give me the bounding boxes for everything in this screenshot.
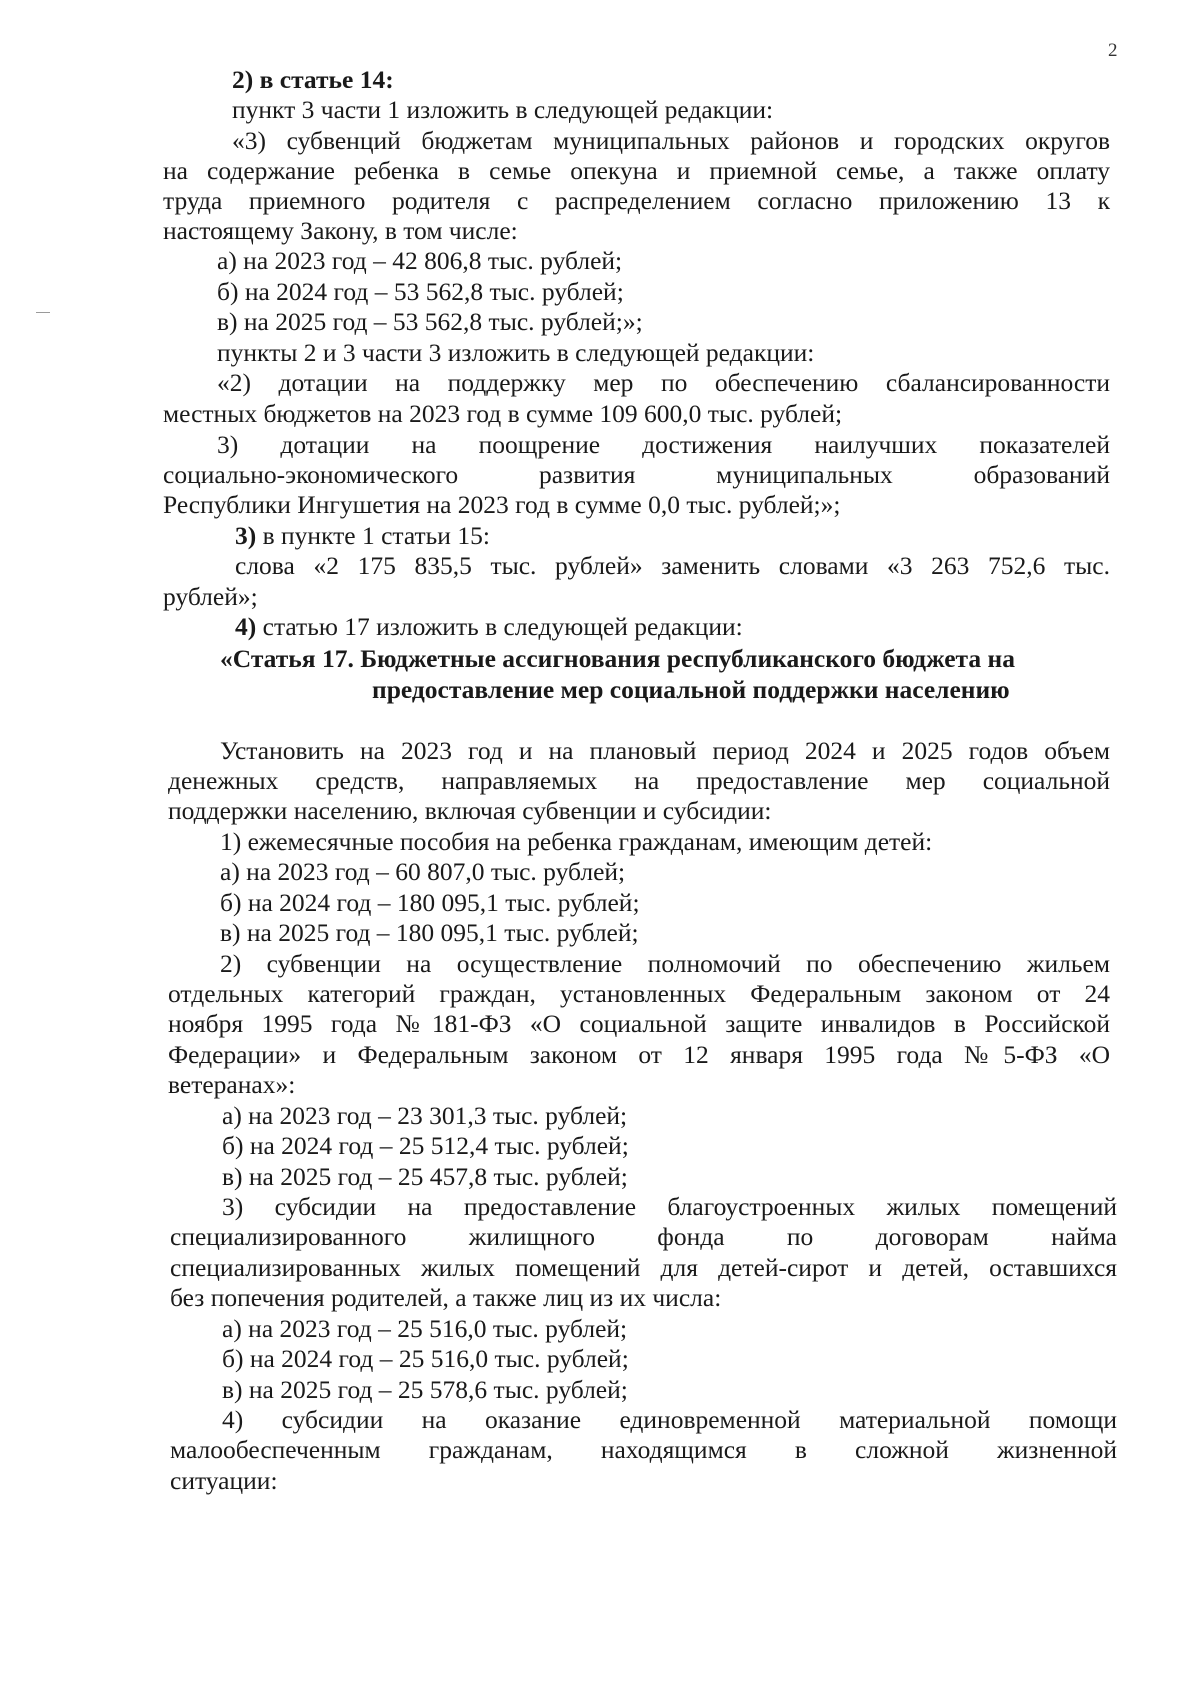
list-item: а) на 2023 год – 60 807,0 тыс. рублей; xyxy=(220,857,626,886)
text-line: 2) субвенции на осуществление полномочий по обеспечению жильем xyxy=(220,949,1110,978)
text-line: «3) субвенций бюджетам муниципальных районов и городских округов xyxy=(232,126,1110,155)
list-item: а) на 2023 год – 25 516,0 тыс. рублей; xyxy=(222,1314,628,1343)
text-line: ноября 1995 года №181-ФЗ «О социальной защите инвалидов в Российской xyxy=(168,1009,1110,1038)
text-line: отдельных категорий граждан, установленных Федеральным законом от 24 xyxy=(168,979,1110,1008)
list-item: в) на 2025 год – 25 578,6 тыс. рублей; xyxy=(222,1375,628,1404)
text-line: малообеспеченным гражданам, находящимся в сложной жизненной xyxy=(170,1435,1117,1464)
text-line: специализированного жилищного фонда по договорам найма xyxy=(170,1222,1117,1251)
article-17-title-cont: предоставление мер социальной поддержки населению xyxy=(372,675,1010,704)
text-line: ветеранах»: xyxy=(168,1070,296,1099)
list-item: а) на 2023 год – 23 301,3 тыс. рублей; xyxy=(222,1101,628,1130)
amendment-4-number: 4) xyxy=(235,612,257,641)
text-line: ситуации: xyxy=(170,1466,278,1495)
text-line: настоящему Закону, в том числе: xyxy=(163,216,518,245)
text-line: на содержание ребенка в семье опекуна и приемной семье, а также оплату xyxy=(163,156,1110,185)
list-item: б) на 2024 год – 53 562,8 тыс. рублей; xyxy=(217,277,624,306)
text-line: труда приемного родителя с распределением согласно приложению 13 к xyxy=(163,186,1110,215)
margin-mark xyxy=(36,312,50,313)
list-item: а) на 2023 год – 42 806,8 тыс. рублей; xyxy=(217,246,623,275)
text-line: 4) субсидии на оказание единовременной материальной помощи xyxy=(222,1405,1117,1434)
list-item: в) на 2025 год – 25 457,8 тыс. рублей; xyxy=(222,1162,628,1191)
page-number: 2 xyxy=(1108,40,1118,61)
list-item: б) на 2024 год – 180 095,1 тыс. рублей; xyxy=(220,888,640,917)
list-item: 1) ежемесячные пособия на ребенка гражданам, имеющим детей: xyxy=(220,827,933,856)
list-item: в) на 2025 год – 53 562,8 тыс. рублей;»; xyxy=(217,307,643,336)
text-line: слова «2 175 835,5 тыс. рублей» заменить словами «3 263 752,6 тыс. xyxy=(235,551,1110,580)
text-line: 3) дотации на поощрение достижения наилучших показателей xyxy=(217,430,1110,459)
text-line: без попечения родителей, а также лиц из их числа: xyxy=(170,1283,722,1312)
text-line: Установить на 2023 год и на плановый период 2024 и 2025 годов объем xyxy=(220,736,1110,765)
text-line: пункт 3 части 1 изложить в следующей редакции: xyxy=(232,95,774,124)
amendment-4-text: статью 17 изложить в следующей редакции: xyxy=(262,612,743,641)
list-item: в) на 2025 год – 180 095,1 тыс. рублей; xyxy=(220,918,639,947)
list-item: б) на 2024 год – 25 512,4 тыс. рублей; xyxy=(222,1131,629,1160)
text-line: поддержки населению, включая субвенции и субсидии: xyxy=(168,796,772,825)
amendment-3-heading xyxy=(235,521,490,551)
text-line: «2) дотации на поддержку мер по обеспечению сбалансированности xyxy=(217,368,1110,397)
text-line: местных бюджетов на 2023 год в сумме 109 600,0 тыс. рублей; xyxy=(163,399,843,428)
text-line: 3) субсидии на предоставление благоустроенных жилых помещений xyxy=(222,1192,1117,1221)
text-line: Федерации» и Федеральным законом от 12 января 1995 года №5-ФЗ «О xyxy=(168,1040,1110,1069)
text-line: пункты 2 и 3 части 3 изложить в следующей редакции: xyxy=(217,338,815,367)
text-line: денежных средств, направляемых на предоставление мер социальной xyxy=(168,766,1110,795)
text-line: социально-экономического развития муниципальных образований xyxy=(163,460,1110,489)
text-line: специализированных жилых помещений для детей-сирот и детей, оставшихся xyxy=(170,1253,1117,1282)
article-17-title: «Статья 17. Бюджетные ассигнования республиканского бюджета на xyxy=(220,644,1015,673)
amendment-3-text: в пункте 1 статьи 15: xyxy=(262,521,490,550)
list-item: б) на 2024 год – 25 516,0 тыс. рублей; xyxy=(222,1344,629,1373)
amendment-4-heading xyxy=(235,612,743,642)
text-line: Республики Ингушетия на 2023 год в сумме 0,0 тыс. рублей;»; xyxy=(163,490,841,519)
text-line: рублей»; xyxy=(163,582,258,611)
amendment-2-heading: 2) в статье 14: xyxy=(232,65,394,94)
amendment-3-number: 3) xyxy=(235,521,257,550)
